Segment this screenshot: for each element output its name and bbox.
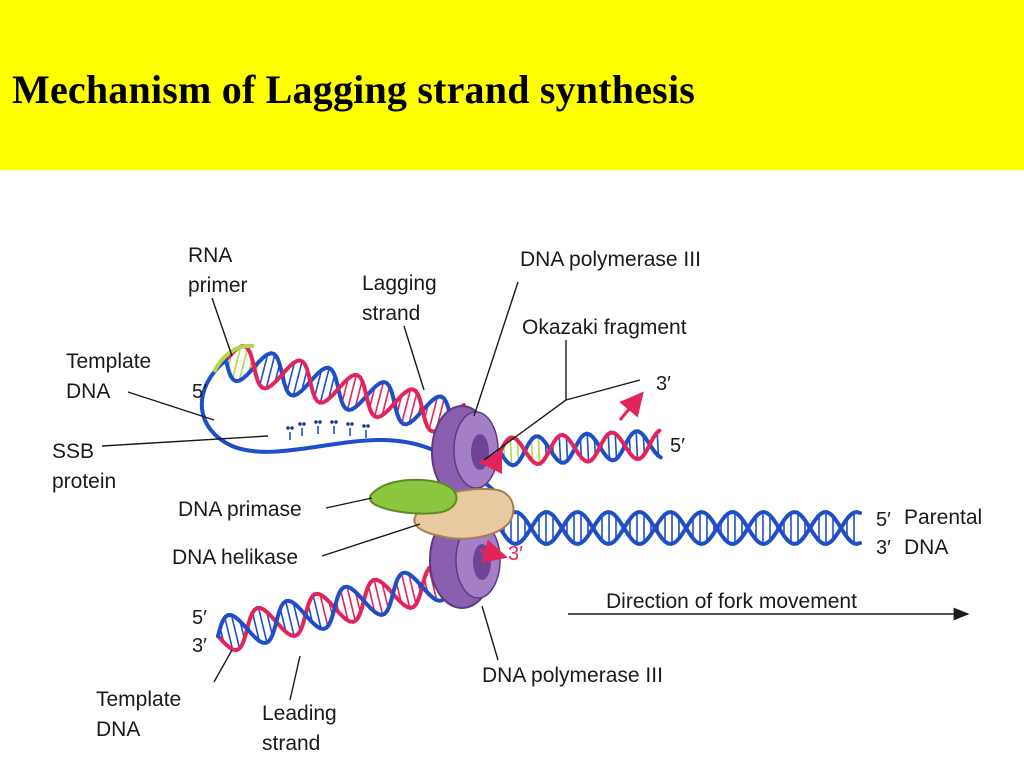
parental-3-prime: 3′: [876, 537, 891, 559]
template-dna-bottom-label-2: DNA: [96, 718, 141, 741]
ssb-dot: [350, 422, 354, 426]
ssb-dot: [346, 422, 350, 426]
ssb-dot: [334, 420, 338, 424]
ssb-protein-label-1: SSB: [52, 440, 95, 463]
bottom-3-prime: 3′: [192, 635, 207, 657]
dna-polymerase-bottom-label: DNA polymerase III: [482, 664, 663, 687]
lagging-strand-label-1: Lagging: [362, 272, 437, 295]
leading-strand-label-2: strand: [262, 732, 321, 755]
parental-dna-label-2: DNA: [904, 536, 949, 559]
ssb-dot: [286, 426, 290, 430]
leading-3-prime: 3′: [508, 543, 523, 565]
ssb-dot: [314, 420, 318, 424]
ssb-protein-label-2: protein: [52, 470, 117, 493]
template-dna-top-label-1: Template: [66, 350, 152, 373]
leader-lines: [102, 282, 640, 700]
okazaki-growth-arrow: [620, 396, 640, 420]
lag-template-5-prime: 5′: [192, 381, 207, 403]
dna-helikase-label: DNA helikase: [172, 546, 299, 569]
ssb-dot: [302, 422, 306, 426]
ssb-dot: [330, 420, 334, 424]
lagging-strand-label-2: strand: [362, 302, 421, 325]
ssb-dot: [298, 422, 302, 426]
ssb-dot: [366, 424, 370, 428]
okazaki-5-prime: 5′: [670, 435, 685, 457]
rna-primer-label-1: RNA: [188, 244, 233, 267]
ssb-dot: [290, 426, 294, 430]
ssb-dot: [362, 424, 366, 428]
parental-5-prime: 5′: [876, 509, 891, 531]
okazaki-3-prime: 3′: [656, 373, 671, 395]
parental-dna-label-1: Parental: [904, 506, 983, 529]
rna-primer-label-2: primer: [188, 274, 248, 297]
leading-strand-helix: [218, 566, 451, 650]
okazaki-fragment-label: Okazaki fragment: [522, 316, 687, 339]
fork-direction-label: Direction of fork movement: [606, 590, 857, 613]
leading-strand-label-1: Leading: [262, 702, 337, 725]
slide-title: Mechanism of Lagging strand synthesis: [12, 67, 696, 112]
lagging-strand-helix: [226, 346, 464, 435]
parental-dna-helix: [500, 512, 860, 544]
okazaki-fragment-helix: [500, 431, 661, 466]
template-dna-top-label-2: DNA: [66, 380, 111, 403]
dna-primase-label: DNA primase: [178, 498, 302, 521]
template-dna-bottom-label-1: Template: [96, 688, 182, 711]
dna-primase-shape: [370, 480, 457, 514]
dna-polymerase-top-label: DNA polymerase III: [520, 248, 701, 271]
ssb-protein-dots: [286, 420, 370, 440]
bottom-5-prime: 5′: [192, 607, 207, 629]
ssb-dot: [318, 420, 322, 424]
